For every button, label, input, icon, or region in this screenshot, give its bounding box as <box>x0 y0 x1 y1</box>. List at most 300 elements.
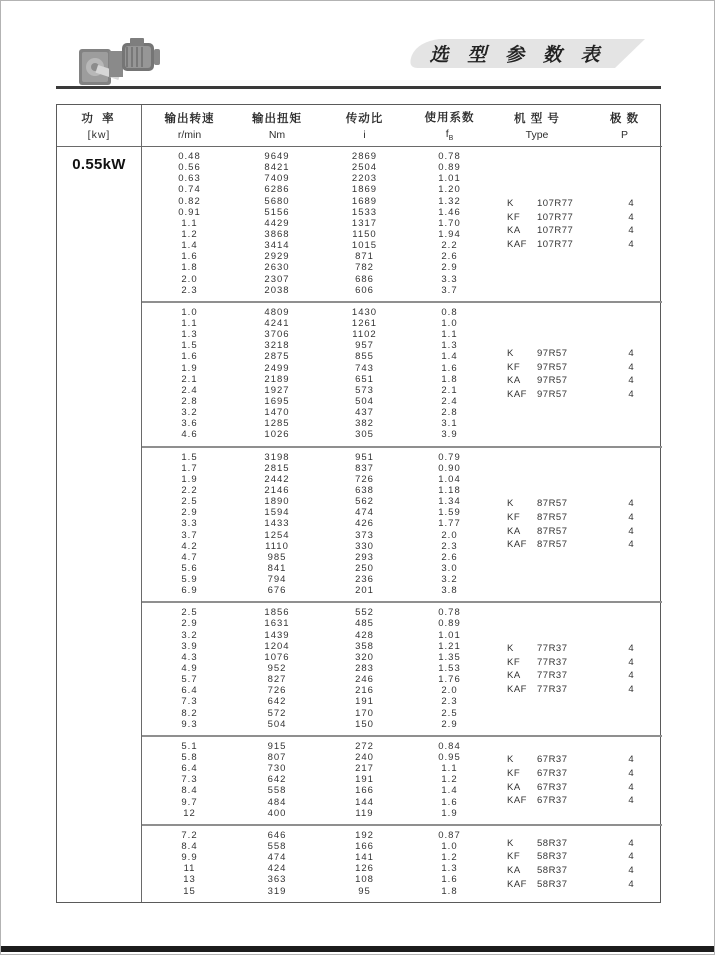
data-row <box>142 808 662 819</box>
service-factor-value: 1.04 <box>438 473 461 485</box>
torque-value: 484 <box>267 796 287 808</box>
ratio-value: 2203 <box>351 173 378 185</box>
service-factor-value: 1.0 <box>441 841 458 853</box>
service-factor-value: 2.2 <box>441 240 458 252</box>
type-row <box>507 497 639 511</box>
torque-value: 3868 <box>264 228 290 240</box>
speed-value: 0.82 <box>178 195 201 207</box>
service-factor-value: 2.4 <box>441 395 458 407</box>
torque-value: 2630 <box>264 262 290 274</box>
type-row <box>507 524 639 538</box>
speed-value: 8.2 <box>181 707 198 719</box>
poles-value: 4 <box>628 642 634 654</box>
poles-value: 4 <box>628 754 634 766</box>
ratio-value: 743 <box>355 362 374 374</box>
ratio-value: 126 <box>355 863 374 875</box>
ratio-value: 240 <box>355 752 374 764</box>
ratio-value: 236 <box>355 574 374 586</box>
poles-value: 4 <box>628 525 634 537</box>
type-model: 97R57 <box>537 361 568 373</box>
type-model: 87R57 <box>537 525 568 537</box>
torque-value: 1439 <box>264 629 290 641</box>
speed-value: 3.9 <box>181 640 198 652</box>
torque-value: 5156 <box>264 206 290 218</box>
poles-value: 4 <box>628 375 634 387</box>
service-factor-value: 2.9 <box>441 262 458 274</box>
type-model: 87R57 <box>537 498 568 510</box>
service-factor-value: 0.79 <box>438 451 461 463</box>
torque-value: 319 <box>267 885 287 897</box>
type-prefix: K <box>507 754 514 766</box>
speed-value: 3.7 <box>181 529 198 541</box>
torque-value: 3706 <box>264 329 290 341</box>
ratio-value: 216 <box>355 685 374 697</box>
torque-value: 2815 <box>264 462 290 474</box>
service-factor-value: 1.2 <box>441 852 458 864</box>
poles-value: 4 <box>628 683 634 695</box>
speed-value: 5.7 <box>181 674 198 686</box>
torque-value: 676 <box>267 585 287 597</box>
ratio-value: 782 <box>355 262 374 274</box>
ratio-value: 217 <box>355 763 374 775</box>
ratio-value: 2869 <box>351 151 378 162</box>
type-model: 58R37 <box>537 851 568 863</box>
poles-value: 4 <box>628 361 634 373</box>
type-prefix: K <box>507 837 514 849</box>
type-prefix: KAF <box>507 388 527 400</box>
ratio-value: 166 <box>355 841 374 853</box>
speed-value: 15 <box>183 885 196 897</box>
data-row <box>142 307 662 318</box>
service-factor-value: 1.77 <box>438 518 461 530</box>
torque-value: 841 <box>267 562 287 574</box>
poles-value: 4 <box>628 864 634 876</box>
ratio-value: 1869 <box>351 184 378 196</box>
type-model: 97R57 <box>537 347 568 359</box>
ratio-group <box>142 301 662 446</box>
poles-value: 4 <box>628 197 634 209</box>
data-row <box>142 574 662 585</box>
torque-value: 985 <box>267 551 287 563</box>
speed-value: 2.5 <box>181 496 198 508</box>
type-prefix: KF <box>507 361 521 373</box>
torque-value: 1254 <box>264 529 290 541</box>
type-model: 87R57 <box>537 511 568 523</box>
ratio-value: 246 <box>355 674 374 686</box>
torque-value: 1927 <box>264 384 290 396</box>
torque-value: 1890 <box>264 496 290 508</box>
ratio-value: 150 <box>355 718 374 730</box>
ratio-value: 638 <box>355 484 374 496</box>
torque-value: 1594 <box>264 507 290 519</box>
speed-value: 0.48 <box>178 151 201 162</box>
speed-value: 9.9 <box>181 852 198 864</box>
power-column <box>57 105 142 902</box>
torque-value: 363 <box>267 874 287 886</box>
power-value: 0.55kW <box>72 156 126 173</box>
speed-value: 2.3 <box>181 284 198 296</box>
service-factor-value: 1.4 <box>441 351 458 363</box>
torque-value: 1026 <box>264 429 290 441</box>
service-factor-value: 1.9 <box>441 807 458 819</box>
data-row <box>142 452 662 463</box>
torque-value: 3198 <box>264 451 290 463</box>
service-factor-value: 2.0 <box>441 529 458 541</box>
type-prefix: KA <box>507 670 521 682</box>
page-footer-bar <box>1 946 714 952</box>
torque-value: 5680 <box>264 195 290 207</box>
speed-value: 11 <box>183 863 196 875</box>
torque-value: 572 <box>267 707 287 719</box>
service-factor-value: 1.46 <box>438 206 461 218</box>
type-model: 107R77 <box>537 238 574 250</box>
torque-value: 642 <box>267 774 287 786</box>
service-factor-value: 0.89 <box>438 162 461 174</box>
service-factor-value: 1.34 <box>438 496 461 508</box>
torque-value: 1856 <box>264 607 290 619</box>
type-row <box>507 877 639 891</box>
type-block <box>507 197 639 251</box>
service-factor-value: 1.20 <box>438 184 461 196</box>
service-factor-value: 2.3 <box>441 696 458 708</box>
poles-value: 4 <box>628 539 634 551</box>
speed-value: 1.4 <box>181 240 198 252</box>
speed-value: 4.2 <box>181 540 198 552</box>
torque-value: 424 <box>267 863 287 875</box>
service-factor-value: 2.6 <box>441 551 458 563</box>
speed-value: 4.3 <box>181 651 198 663</box>
speed-value: 3.2 <box>181 629 198 641</box>
speed-value: 2.5 <box>181 607 198 619</box>
speed-value: 3.2 <box>181 407 198 419</box>
service-factor-value: 3.9 <box>441 429 458 441</box>
poles-value: 4 <box>628 347 634 359</box>
power-header <box>57 105 141 147</box>
ratio-value: 320 <box>355 651 374 663</box>
ratio-group <box>142 446 662 602</box>
header-ratio: 传动比 i <box>345 113 384 141</box>
service-factor-value: 0.78 <box>438 151 461 162</box>
torque-value: 558 <box>267 841 287 853</box>
type-row <box>507 224 639 238</box>
service-factor-value: 1.4 <box>441 785 458 797</box>
ratio-value: 305 <box>355 429 374 441</box>
type-model: 107R77 <box>537 224 574 236</box>
data-row <box>142 585 662 596</box>
data-row <box>142 262 662 273</box>
torque-value: 646 <box>267 829 287 841</box>
service-factor-value: 2.9 <box>441 718 458 730</box>
data-row <box>142 251 662 262</box>
data-row <box>142 463 662 474</box>
speed-value: 0.56 <box>178 162 201 174</box>
torque-value: 2442 <box>264 473 290 485</box>
power-header-unit: [kw] <box>87 129 111 141</box>
type-prefix: KA <box>507 781 521 793</box>
speed-value: 6.4 <box>181 763 198 775</box>
speed-value: 3.3 <box>181 518 198 530</box>
type-prefix: K <box>507 642 514 654</box>
ratio-value: 170 <box>355 707 374 719</box>
type-prefix: KA <box>507 375 521 387</box>
type-row <box>507 864 639 878</box>
service-factor-value: 1.59 <box>438 507 461 519</box>
ratio-value: 330 <box>355 540 374 552</box>
ratio-value: 428 <box>355 629 374 641</box>
poles-value: 4 <box>628 211 634 223</box>
torque-value: 9649 <box>264 151 290 162</box>
service-factor-value: 0.95 <box>438 752 461 764</box>
speed-value: 5.8 <box>181 752 198 764</box>
ratio-value: 606 <box>355 284 374 296</box>
type-model: 58R37 <box>537 878 568 890</box>
type-model: 87R57 <box>537 539 568 551</box>
ratio-value: 191 <box>355 696 374 708</box>
data-row <box>142 184 662 195</box>
type-prefix: KAF <box>507 238 527 250</box>
service-factor-value: 1.8 <box>441 373 458 385</box>
service-factor-value: 2.6 <box>441 251 458 263</box>
type-prefix: K <box>507 498 514 510</box>
service-factor-value: 1.18 <box>438 484 461 496</box>
header-output-speed: 输出转速 r/min <box>164 113 215 141</box>
type-prefix: KF <box>507 511 521 523</box>
torque-value: 2499 <box>264 362 290 374</box>
torque-value: 952 <box>267 663 287 675</box>
torque-value: 400 <box>267 807 287 819</box>
ratio-value: 250 <box>355 562 374 574</box>
ratio-value: 651 <box>355 373 374 385</box>
torque-value: 2307 <box>264 273 290 285</box>
type-prefix: KAF <box>507 878 527 890</box>
data-column <box>142 105 662 902</box>
service-factor-value: 1.6 <box>441 796 458 808</box>
torque-value: 3414 <box>264 240 290 252</box>
torque-value: 1433 <box>264 518 290 530</box>
poles-value: 4 <box>628 767 634 779</box>
service-factor-value: 0.90 <box>438 462 461 474</box>
selection-table <box>56 104 661 903</box>
data-row <box>142 285 662 296</box>
speed-value: 5.9 <box>181 574 198 586</box>
ratio-value: 1430 <box>351 306 378 318</box>
ratio-value: 1150 <box>352 228 377 240</box>
table-header-row <box>142 105 662 147</box>
speed-value: 5.6 <box>181 562 198 574</box>
ratio-value: 951 <box>355 451 374 463</box>
ratio-value: 119 <box>355 807 374 819</box>
type-row <box>507 197 639 211</box>
ratio-value: 293 <box>355 551 374 563</box>
data-row <box>142 418 662 429</box>
title-banner <box>409 38 647 69</box>
type-prefix: KAF <box>507 683 527 695</box>
poles-value: 4 <box>628 388 634 400</box>
torque-value: 7409 <box>264 173 290 185</box>
speed-value: 2.9 <box>181 618 198 630</box>
service-factor-value: 1.01 <box>438 629 461 641</box>
type-row <box>507 347 639 361</box>
type-row <box>507 850 639 864</box>
service-factor-value: 1.76 <box>438 674 461 686</box>
service-factor-value: 2.5 <box>441 707 458 719</box>
service-factor-value: 3.8 <box>441 585 458 597</box>
torque-value: 2038 <box>264 284 290 296</box>
torque-value: 4429 <box>264 217 290 229</box>
torque-value: 6286 <box>264 184 290 196</box>
torque-value: 807 <box>267 752 287 764</box>
service-factor-value: 1.3 <box>441 863 458 875</box>
data-row <box>142 607 662 618</box>
ratio-value: 1261 <box>351 317 378 329</box>
header-service-factor: 使用系数 $f_B$ <box>424 111 475 143</box>
type-prefix: K <box>507 197 514 209</box>
poles-value: 4 <box>628 878 634 890</box>
torque-value: 4241 <box>264 317 290 329</box>
ratio-value: 373 <box>355 529 374 541</box>
ratio-value: 108 <box>355 874 374 886</box>
ratio-group <box>142 824 662 902</box>
torque-value: 827 <box>267 674 287 686</box>
type-model: 77R37 <box>537 656 568 668</box>
speed-value: 7.3 <box>181 774 198 786</box>
type-block <box>507 497 639 551</box>
header-divider-line <box>56 86 661 89</box>
ratio-value: 552 <box>355 607 374 619</box>
ratio-value: 855 <box>355 351 374 363</box>
speed-value: 1.1 <box>181 217 198 229</box>
ratio-value: 437 <box>355 407 374 419</box>
torque-value: 1285 <box>264 418 290 430</box>
speed-value: 6.4 <box>181 685 198 697</box>
service-factor-value: 1.3 <box>441 340 458 352</box>
ratio-value: 957 <box>355 340 374 352</box>
torque-value: 3218 <box>264 340 290 352</box>
ratio-value: 871 <box>355 251 374 263</box>
ratio-value: 1015 <box>351 240 378 252</box>
service-factor-value: 1.70 <box>438 217 461 229</box>
type-row <box>507 511 639 525</box>
data-row <box>142 173 662 184</box>
type-row <box>507 767 639 781</box>
torque-value: 4809 <box>264 306 290 318</box>
poles-value: 4 <box>628 781 634 793</box>
service-factor-value: 0.87 <box>438 829 461 841</box>
service-factor-value: 0.89 <box>438 618 461 630</box>
service-factor-value: 3.1 <box>441 418 458 430</box>
torque-value: 1631 <box>264 618 290 630</box>
service-factor-value: 2.1 <box>441 384 458 396</box>
ratio-value: 166 <box>355 785 374 797</box>
speed-value: 2.0 <box>181 273 198 285</box>
type-model: 67R37 <box>537 767 568 779</box>
power-header-cn: 功 率 <box>81 113 117 125</box>
type-row <box>507 642 639 656</box>
service-factor-value: 1.6 <box>441 362 458 374</box>
torque-value: 794 <box>267 574 287 586</box>
type-row <box>507 361 639 375</box>
type-row <box>507 538 639 552</box>
service-factor-value: 2.8 <box>441 407 458 419</box>
speed-value: 2.9 <box>181 507 198 519</box>
poles-value: 4 <box>628 794 634 806</box>
service-factor-value: 1.1 <box>441 763 458 775</box>
ratio-value: 1533 <box>351 206 378 218</box>
data-row <box>142 552 662 563</box>
speed-value: 1.3 <box>181 329 198 341</box>
speed-value: 9.7 <box>181 796 198 808</box>
ratio-value: 1102 <box>352 329 377 341</box>
header-poles: 极 数 P <box>609 113 640 141</box>
poles-value: 4 <box>628 656 634 668</box>
type-row <box>507 780 639 794</box>
torque-value: 726 <box>267 685 287 697</box>
type-model: 67R37 <box>537 754 568 766</box>
service-factor-value: 1.01 <box>438 173 461 185</box>
speed-value: 0.63 <box>178 173 201 185</box>
type-row <box>507 837 639 851</box>
type-model: 107R77 <box>537 211 574 223</box>
table-groups <box>142 147 662 902</box>
torque-value: 504 <box>267 718 287 730</box>
service-factor-value: 3.3 <box>441 273 458 285</box>
data-row <box>142 741 662 752</box>
poles-value: 4 <box>628 238 634 250</box>
torque-value: 2189 <box>264 373 290 385</box>
torque-value: 1076 <box>264 651 290 663</box>
type-row <box>507 374 639 388</box>
type-row <box>507 238 639 252</box>
poles-value: 4 <box>628 498 634 510</box>
type-model: 77R37 <box>537 670 568 682</box>
ratio-value: 2504 <box>351 162 378 174</box>
speed-value: 4.9 <box>181 663 198 675</box>
service-factor-value: 3.7 <box>441 284 458 296</box>
speed-value: 12 <box>183 807 196 819</box>
header-output-torque: 输出扭矩 Nm <box>252 113 302 141</box>
ratio-group <box>142 735 662 824</box>
type-prefix: KAF <box>507 539 527 551</box>
service-factor-value: 3.2 <box>441 574 458 586</box>
ratio-value: 562 <box>355 496 374 508</box>
speed-value: 1.2 <box>181 228 198 240</box>
header-type: 机 型 号 Type <box>514 113 560 141</box>
data-row <box>142 318 662 329</box>
torque-value: 642 <box>267 696 287 708</box>
service-factor-value: 2.3 <box>441 540 458 552</box>
speed-value: 6.9 <box>181 585 198 597</box>
type-prefix: KF <box>507 656 521 668</box>
torque-value: 2875 <box>264 351 290 363</box>
speed-value: 7.3 <box>181 696 198 708</box>
data-row <box>142 151 662 162</box>
service-factor-value: 3.0 <box>441 562 458 574</box>
torque-value: 1470 <box>264 407 290 419</box>
speed-value: 0.74 <box>178 184 201 196</box>
poles-value: 4 <box>628 670 634 682</box>
speed-value: 2.8 <box>181 395 198 407</box>
type-model: 97R57 <box>537 388 568 400</box>
type-row <box>507 388 639 402</box>
ratio-value: 474 <box>355 507 374 519</box>
speed-value: 2.4 <box>181 384 198 396</box>
type-model: 67R37 <box>537 781 568 793</box>
gearmotor-photo <box>76 37 168 91</box>
speed-value: 1.8 <box>181 262 198 274</box>
torque-value: 474 <box>267 852 287 864</box>
data-row <box>142 618 662 629</box>
service-factor-value: 1.21 <box>438 640 461 652</box>
